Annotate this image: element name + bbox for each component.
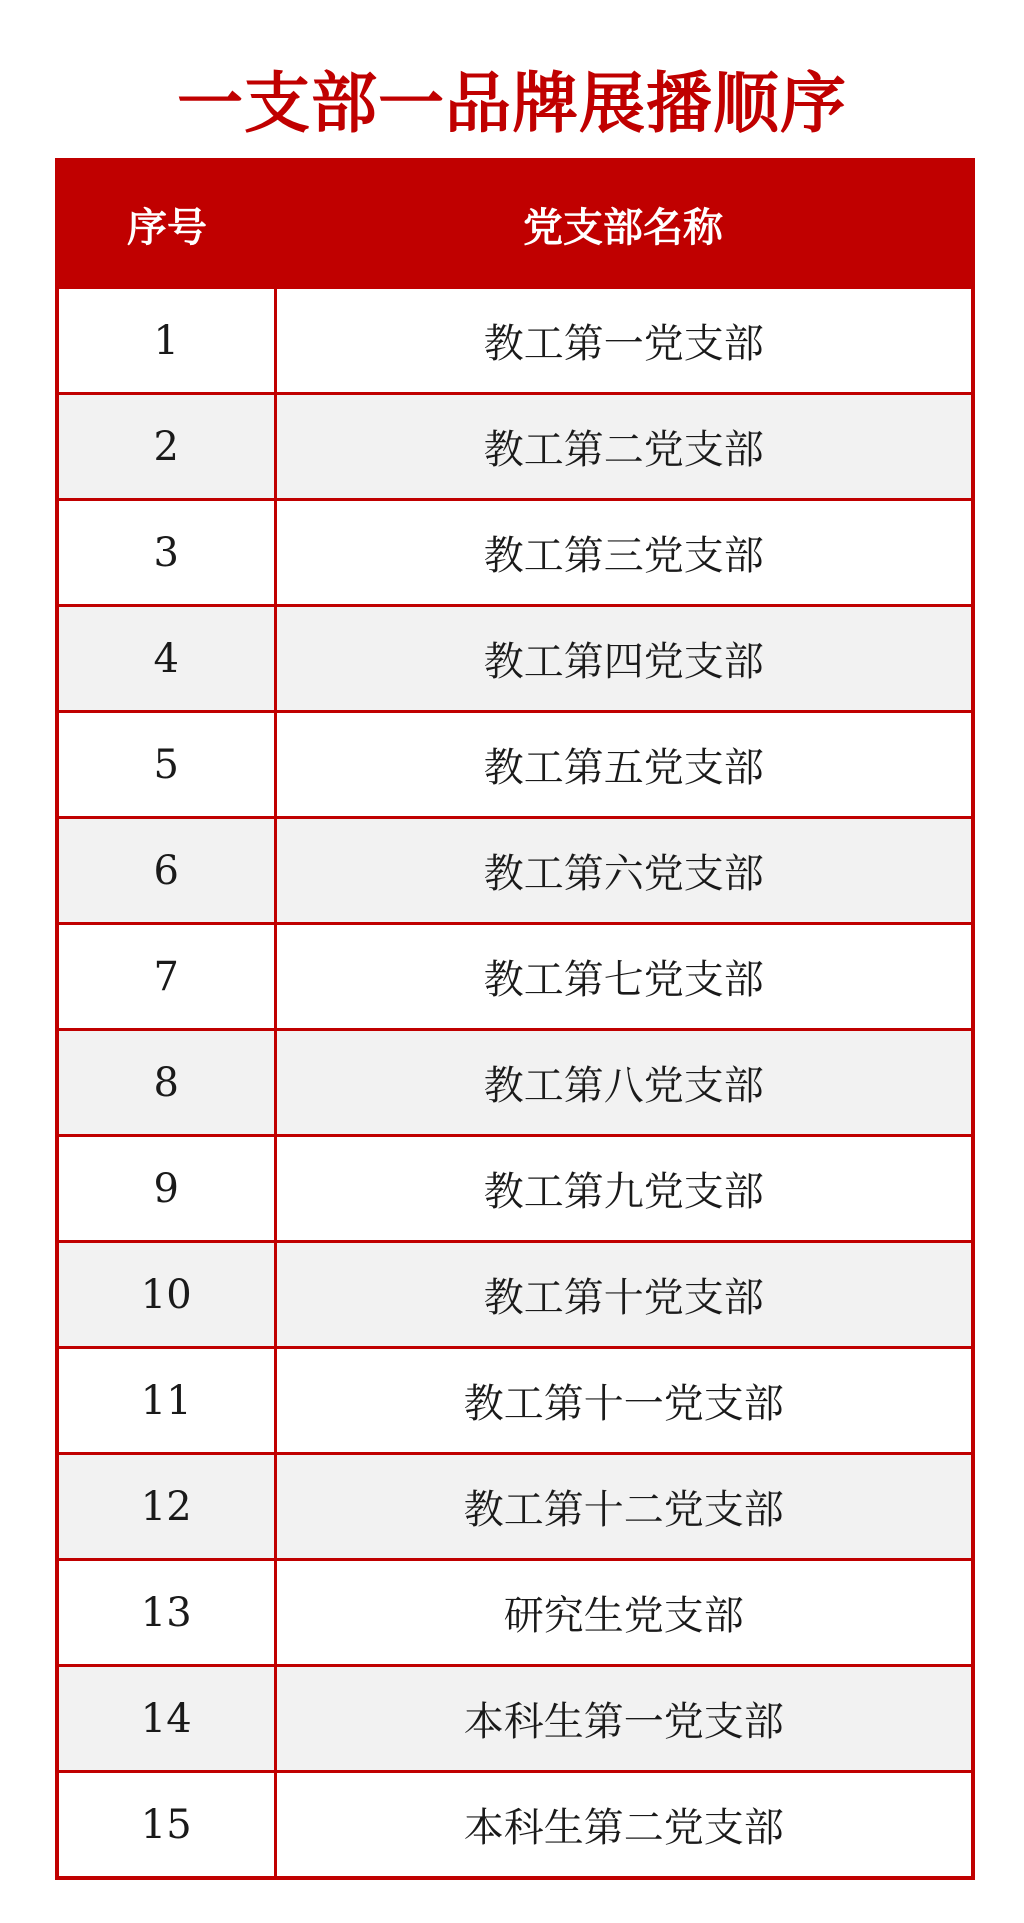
row-branch-name-cell: 本科生第二党支部	[275, 1772, 971, 1877]
row-index-cell: 10	[59, 1242, 275, 1348]
table-header	[59, 162, 971, 288]
row-branch-name-cell: 教工第七党支部	[275, 924, 971, 1030]
table-row	[59, 1348, 971, 1454]
row-branch-name-cell: 本科生第一党支部	[275, 1666, 971, 1772]
row-branch-name-cell: 教工第十党支部	[275, 1242, 971, 1348]
header-branch-name: 党支部名称	[275, 162, 971, 288]
row-branch-name-cell: 教工第八党支部	[275, 1030, 971, 1136]
table-row	[59, 1030, 971, 1136]
table	[59, 162, 971, 1876]
table-row	[59, 712, 971, 818]
table-row	[59, 1666, 971, 1772]
row-index-cell: 12	[59, 1454, 275, 1560]
table-row	[59, 394, 971, 500]
row-index-cell: 1	[59, 288, 275, 394]
row-branch-name-cell: 研究生党支部	[275, 1560, 971, 1666]
row-branch-name-cell: 教工第六党支部	[275, 818, 971, 924]
row-index-cell: 8	[59, 1030, 275, 1136]
table-row	[59, 818, 971, 924]
row-index-cell: 9	[59, 1136, 275, 1242]
row-branch-name-cell: 教工第五党支部	[275, 712, 971, 818]
row-index-cell: 2	[59, 394, 275, 500]
page-title: 一支部一品牌展播顺序	[177, 65, 847, 142]
row-branch-name-cell: 教工第十二党支部	[275, 1454, 971, 1560]
table-row	[59, 500, 971, 606]
row-index-cell: 13	[59, 1560, 275, 1666]
table-row	[59, 1772, 971, 1877]
row-index-cell: 6	[59, 818, 275, 924]
table-row	[59, 606, 971, 712]
row-index-cell: 5	[59, 712, 275, 818]
row-index-cell: 3	[59, 500, 275, 606]
table-row	[59, 1454, 971, 1560]
row-branch-name-cell: 教工第三党支部	[275, 500, 971, 606]
row-branch-name-cell: 教工第四党支部	[275, 606, 971, 712]
row-index-cell: 14	[59, 1666, 275, 1772]
branch-order-table	[55, 158, 975, 1880]
row-branch-name-cell: 教工第一党支部	[275, 288, 971, 394]
table-row	[59, 1560, 971, 1666]
header-index: 序号	[59, 162, 275, 288]
row-index-cell: 11	[59, 1348, 275, 1454]
table-body	[59, 288, 971, 1877]
table-row	[59, 1242, 971, 1348]
row-index-cell: 15	[59, 1772, 275, 1877]
row-index-cell: 7	[59, 924, 275, 1030]
table-row	[59, 288, 971, 394]
row-branch-name-cell: 教工第九党支部	[275, 1136, 971, 1242]
row-index-cell: 4	[59, 606, 275, 712]
table-header-row	[59, 162, 971, 288]
table-row	[59, 1136, 971, 1242]
row-branch-name-cell: 教工第十一党支部	[275, 1348, 971, 1454]
table-row	[59, 924, 971, 1030]
row-branch-name-cell: 教工第二党支部	[275, 394, 971, 500]
